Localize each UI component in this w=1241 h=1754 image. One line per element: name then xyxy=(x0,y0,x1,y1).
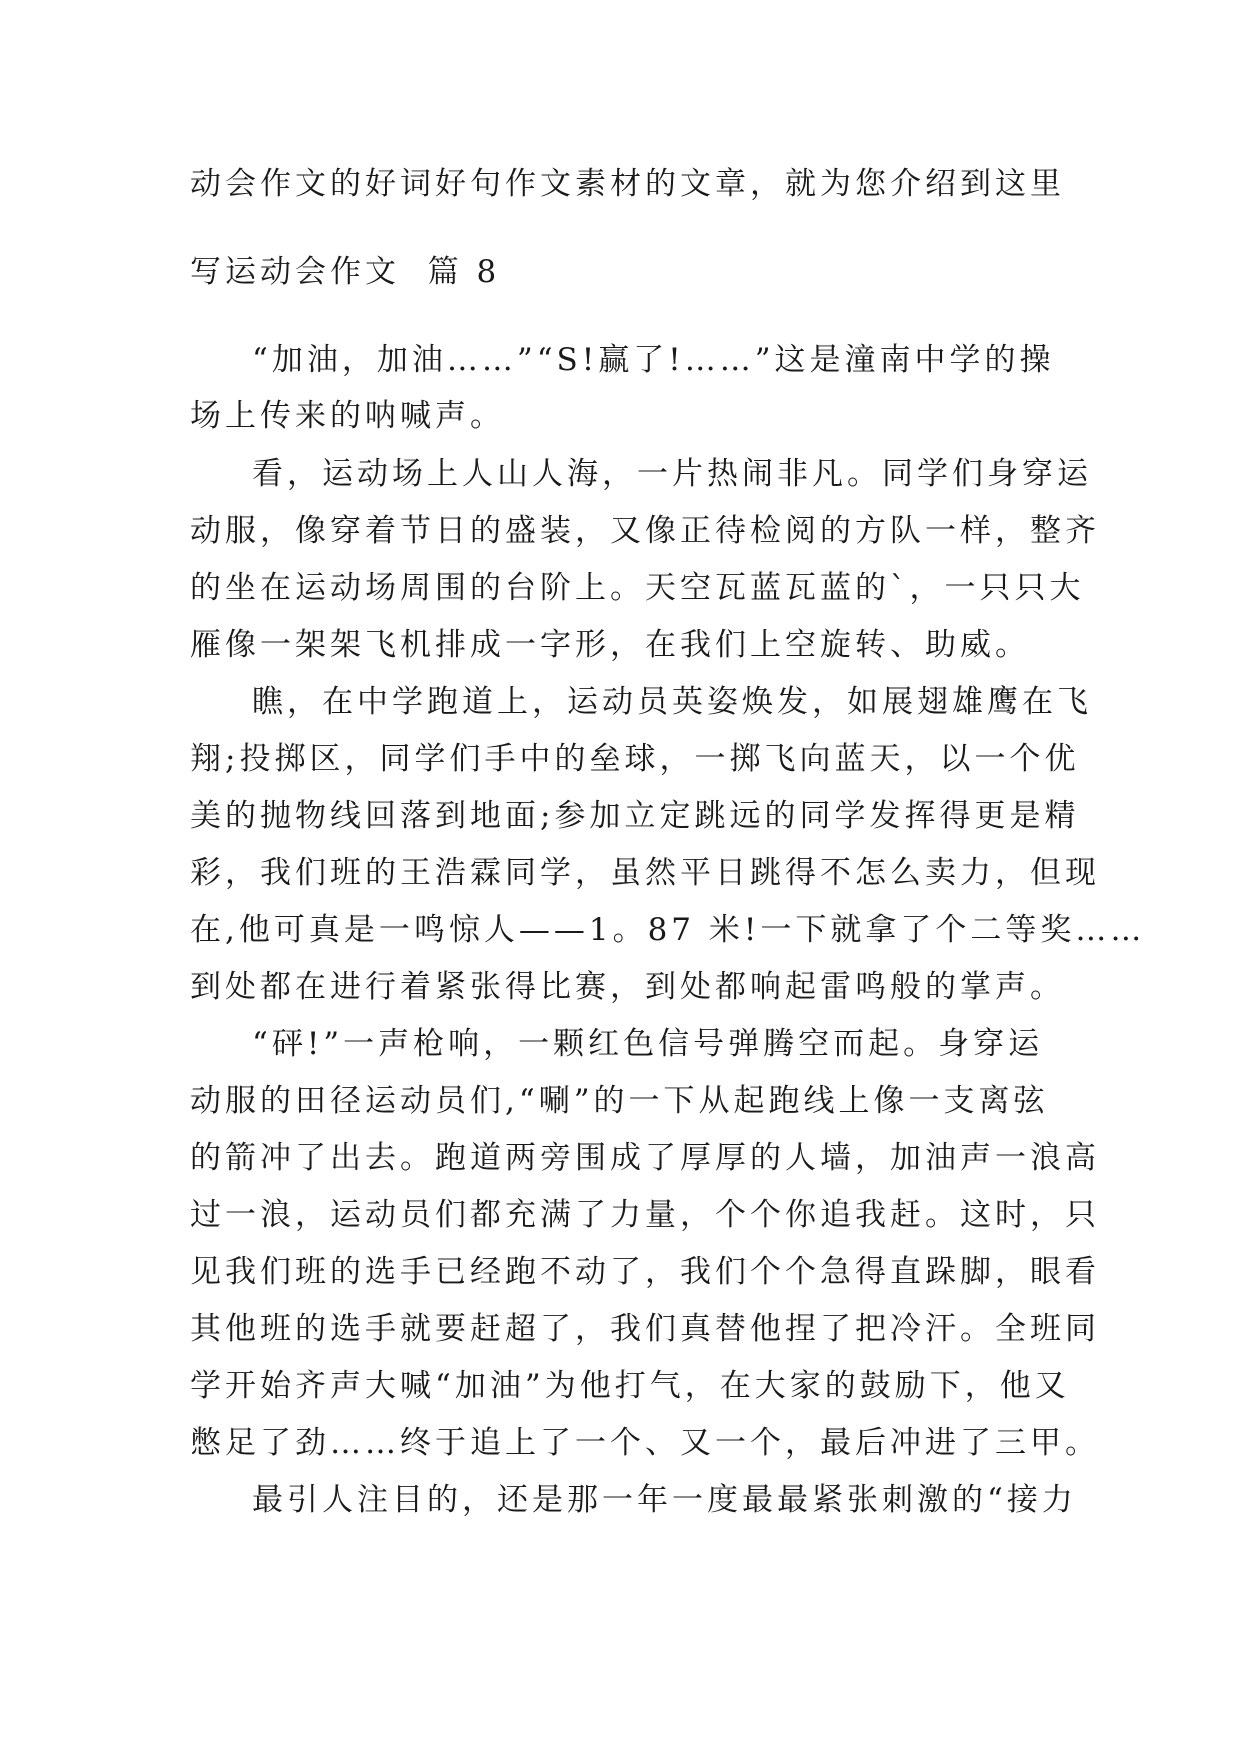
paragraph-line: 其他班的选手就要赶超了，我们真替他捏了把冷汗。全班同 xyxy=(190,1311,1100,1347)
paragraph-line: 彩，我们班的王浩霖同学，虽然平日跳得不怎么卖力，但现 xyxy=(190,855,1100,891)
paragraph-line: 最引人注目的，还是那一年一度最最紧张刺激的“接力 xyxy=(252,1482,1077,1518)
paragraph-line: 场上传来的呐喊声。 xyxy=(190,398,505,434)
paragraph-line: 在,他可真是一鸣惊人——1。87 米!一下就拿了个二等奖…… xyxy=(190,912,1146,948)
intro-line: 动会作文的好词好句作文素材的文章，就为您介绍到这里 xyxy=(190,166,1065,202)
paragraph-line: 的箭冲了出去。跑道两旁围成了厚厚的人墙，加油声一浪高 xyxy=(190,1140,1100,1176)
paragraph-line: 的坐在运动场周围的台阶上。天空瓦蓝瓦蓝的`，一只只大 xyxy=(190,570,1085,606)
paragraph-line: “加油，加油……”“S!赢了!……”这是潼南中学的操 xyxy=(252,342,1055,378)
paragraph-line: 过一浪，运动员们都充满了力量，个个你追我赶。这时，只 xyxy=(190,1197,1100,1233)
paragraph-line: 到处都在进行着紧张得比赛，到处都响起雷鸣般的掌声。 xyxy=(190,969,1065,1005)
paragraph-line: 动服的田径运动员们,“唰”的一下从起跑线上像一支离弦 xyxy=(190,1083,1049,1119)
paragraph-line: 雁像一架架飞机排成一字形，在我们上空旋转、助威。 xyxy=(190,627,1030,663)
paragraph-line: 动服，像穿着节日的盛装，又像正待检阅的方队一样，整齐 xyxy=(190,513,1100,549)
paragraph-line: 见我们班的选手已经跑不动了，我们个个急得直跺脚，眼看 xyxy=(190,1254,1100,1290)
paragraph-line: 美的抛物线回落到地面;参加立定跳远的同学发挥得更是精 xyxy=(190,798,1080,834)
section-title: 写运动会作文 篇 8 xyxy=(190,254,501,290)
paragraph-line: “砰!”一声枪响，一颗红色信号弹腾空而起。身穿运 xyxy=(252,1026,1044,1062)
paragraph-line: 憋足了劲……终于追上了一个、又一个，最后冲进了三甲。 xyxy=(190,1425,1100,1461)
paragraph-line: 瞧，在中学跑道上，运动员英姿焕发，如展翅雄鹰在飞 xyxy=(252,684,1092,720)
paragraph-line: 翔;投掷区，同学们手中的垒球，一掷飞向蓝天，以一个优 xyxy=(190,741,1080,777)
paragraph-line: 看，运动场上人山人海，一片热闹非凡。同学们身穿运 xyxy=(252,456,1092,492)
paragraph-line: 学开始齐声大喊“加油”为他打气，在大家的鼓励下，他又 xyxy=(190,1368,1070,1404)
